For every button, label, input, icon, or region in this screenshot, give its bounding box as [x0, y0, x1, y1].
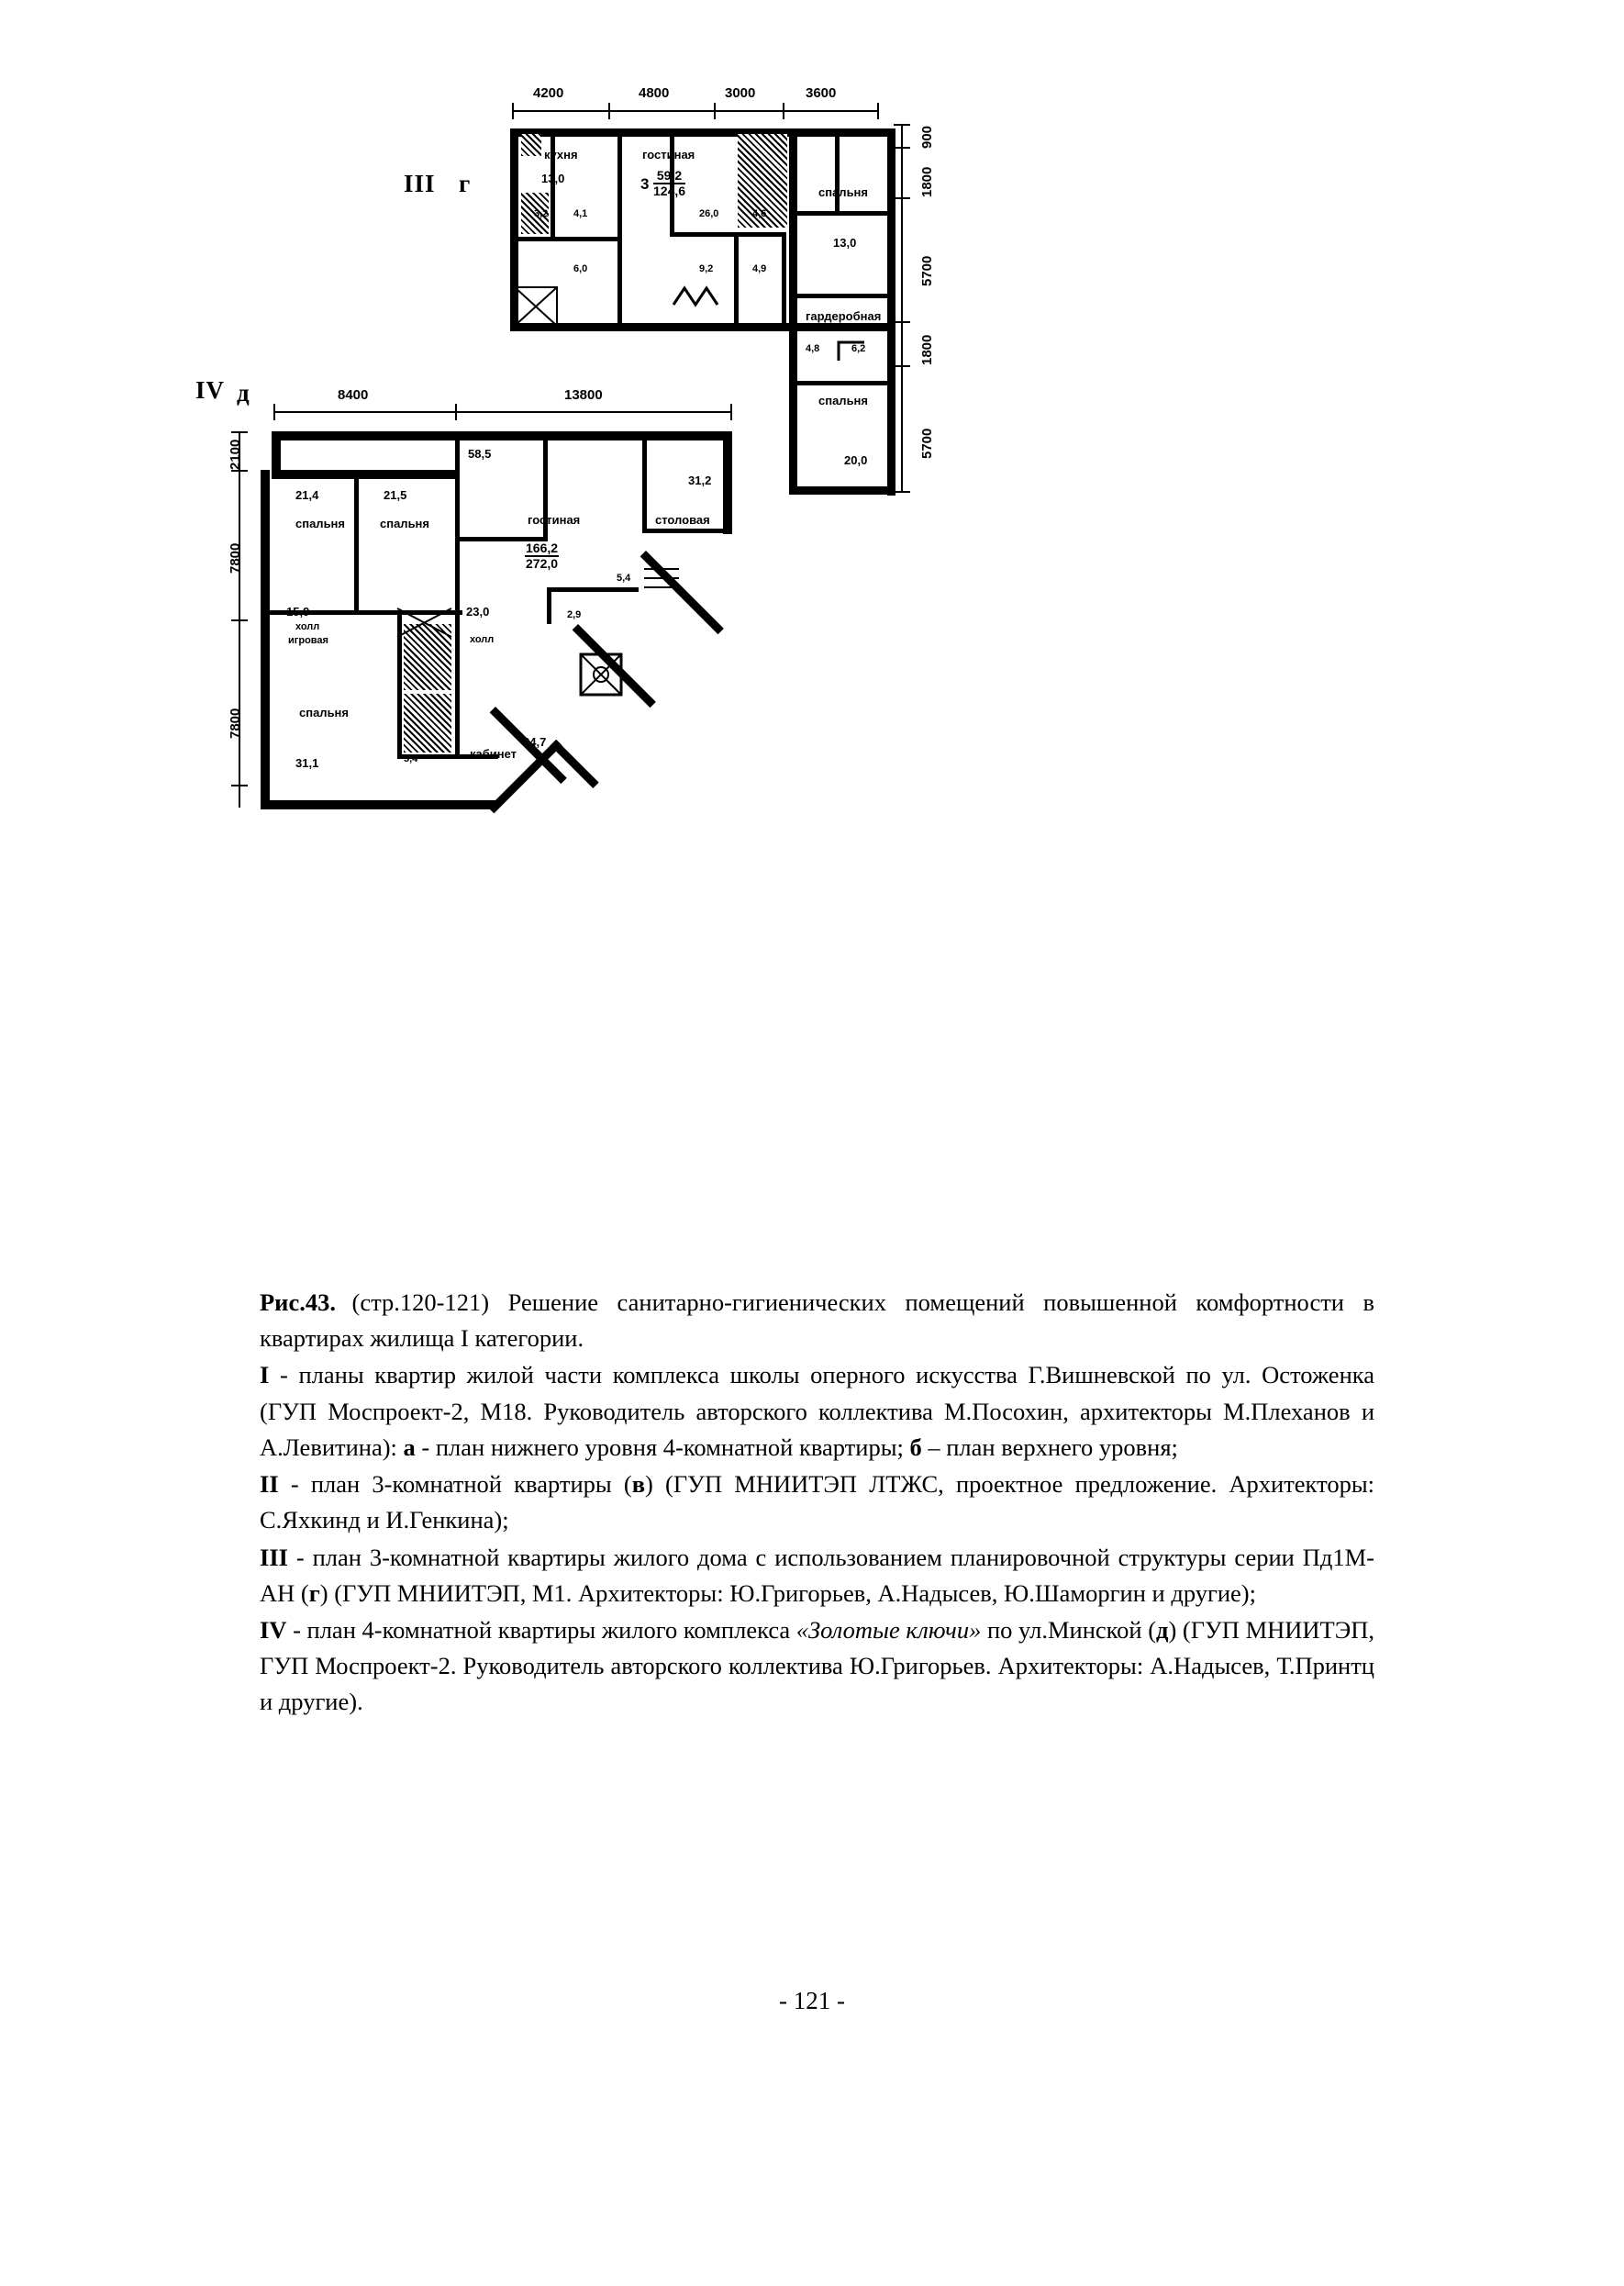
dim-top-1: 4200	[533, 85, 564, 101]
dim-right-1: 900	[919, 125, 935, 149]
total-area-iv	[525, 541, 559, 570]
room-label-bedroom-iv-2: спальня	[380, 517, 429, 530]
area-value: 5,4	[617, 573, 631, 584]
area-value-bedroom-iv-2: 21,5	[384, 488, 407, 502]
caption-item-ii	[260, 1466, 1374, 1538]
dim-tick	[273, 404, 275, 420]
window-mark	[569, 435, 613, 438]
dim-tick	[894, 197, 910, 199]
caption-line1-text: Решение санитарно-гигиенических помещений повышенной комфортности в квартирах жилища I категории.	[260, 1288, 1375, 1353]
caption-fig-label: Рис.43.	[260, 1288, 336, 1316]
area-value: 26,0	[699, 208, 719, 219]
dim-tick	[783, 103, 784, 119]
caption-item-iii-g: г	[308, 1578, 320, 1607]
caption-line-1	[260, 1285, 1374, 1356]
page-number: - 121 -	[779, 1987, 845, 2014]
dim-tick	[894, 321, 910, 323]
dim-top-2: 4800	[639, 85, 670, 101]
window-mark	[477, 435, 521, 438]
stair-symbol	[578, 652, 624, 697]
dim-tick	[714, 103, 716, 119]
area-value-hall-play-iv: 15,9	[286, 605, 310, 619]
wall	[455, 440, 460, 615]
dim-top-3: 3000	[725, 85, 756, 101]
dim-iv-left-2: 7800	[228, 542, 243, 574]
dim-line-right-iii	[901, 124, 903, 491]
total-area-living-iii: 59,2	[653, 169, 685, 184]
caption-item-iv-text: - план 4-комнатной квартиры жилого комплекса	[286, 1615, 796, 1644]
area-value-bedroom-iv-1: 21,4	[295, 488, 319, 502]
dim-tick	[231, 619, 248, 621]
window-mark	[264, 642, 267, 681]
dim-tick	[231, 785, 248, 786]
caption-item-iii-text: - план 3-комнатной квартиры жилого дома с использованием планировочной структуры серии Пд1М-АН (	[260, 1543, 1374, 1607]
window-mark	[404, 804, 448, 807]
dim-tick	[894, 147, 910, 149]
room-label-study-iv: кабинет	[470, 747, 517, 761]
dim-tick	[894, 491, 910, 493]
figure-43	[195, 73, 1468, 1257]
caption-item-i-b-text: – план верхнего уровня;	[921, 1433, 1178, 1461]
wall	[797, 294, 889, 298]
area-value: 6,0	[573, 263, 588, 274]
dim-top-4: 3600	[806, 85, 837, 101]
area-value: 2,9	[567, 609, 582, 620]
dim-tick	[877, 103, 879, 119]
wall	[547, 587, 639, 592]
tile-hatch	[404, 694, 451, 753]
caption-item-i-marker: I	[260, 1361, 270, 1389]
stair-symbol	[642, 560, 690, 602]
dim-tick	[730, 404, 732, 420]
wall	[455, 610, 460, 757]
plan-iii-letter: г	[459, 170, 472, 197]
wall	[272, 431, 281, 470]
wall	[510, 323, 895, 331]
caption-item-iv-d: д	[1156, 1615, 1169, 1644]
room-label-kitchen-iii: кухня	[544, 148, 578, 162]
caption-item-i-a-text: - план нижнего уровня 4-комнатной квартиры;	[415, 1433, 910, 1461]
wall	[547, 587, 551, 624]
dim-line-top-iv	[273, 411, 732, 413]
area-value: 4,1	[573, 208, 588, 219]
wall	[551, 130, 555, 240]
window-mark	[264, 514, 267, 552]
caption-item-i-a: а	[403, 1433, 416, 1461]
dim-tick	[231, 470, 248, 472]
room-label-hall-iv: холл	[470, 634, 495, 645]
total-area-overall-iii: 124,6	[653, 183, 686, 198]
caption-item-iii-marker: III	[260, 1543, 288, 1571]
room-label-bedroom-iii-2: спальня	[818, 394, 868, 407]
dim-right-4: 1800	[919, 334, 935, 365]
wall	[789, 323, 797, 494]
room-label-dining-iv: столовая	[655, 513, 710, 527]
area-value: 4,6	[752, 208, 767, 219]
area-value: 5,4	[404, 753, 418, 764]
wall	[835, 132, 840, 213]
dim-tick	[894, 124, 910, 126]
room-label-living-iv: гостиная	[528, 513, 581, 527]
total-prefix-iii: 3	[640, 175, 650, 193]
room-label-living-iii: гостиная	[642, 148, 695, 162]
wall	[887, 128, 895, 496]
room-label-hall-play-iv-2: игровая	[288, 635, 328, 646]
room-label-hall-play-iv: холл	[295, 621, 320, 632]
room-label-bedroom-iv-3: спальня	[299, 706, 349, 719]
caption-item-ii-text: - план 3-комнатной квартиры (	[278, 1470, 632, 1499]
wall	[354, 477, 359, 615]
window-mark	[303, 804, 347, 807]
stair-symbol	[396, 608, 453, 639]
area-value-living-iv: 58,5	[468, 447, 492, 461]
stair-symbol	[514, 286, 558, 327]
caption-item-ii-marker: II	[260, 1470, 279, 1499]
area-value-study-iv: 24,7	[523, 735, 547, 749]
window-mark	[376, 474, 415, 476]
caption-item-iv	[260, 1612, 1374, 1721]
area-value-dining-iv: 31,2	[688, 474, 712, 487]
window-mark	[303, 474, 341, 476]
total-area-iii	[653, 169, 685, 197]
wall	[551, 237, 622, 241]
wall	[642, 529, 727, 533]
caption-item-i-b: б	[909, 1433, 922, 1461]
room-area-kitchen-iii: 13,0	[541, 172, 565, 185]
plan-iv-marker: IV	[195, 376, 226, 404]
dim-tick	[608, 103, 610, 119]
dim-right-2: 1800	[919, 166, 935, 197]
caption-item-iv-text3: ) (ГУП МНИИТЭП, ГУП Моспроект-2. Руководитель авторского коллектива Ю.Григорьев. Архитекторы: А.Надысев, Т.Принтц и другие).	[260, 1615, 1374, 1716]
dim-tick	[894, 365, 910, 367]
caption-item-iv-italic: «Золотые ключи»	[795, 1615, 982, 1644]
wall	[789, 128, 797, 330]
caption-item-iii-text2: ) (ГУП МНИИТЭП, М1. Архитекторы: Ю.Григорьев, А.Надысев, Ю.Шаморгин и другие);	[319, 1578, 1256, 1607]
caption-item-i-text: - планы квартир жилой части комплекса школы оперного искусства Г.Вишневской по ул. Остоженка (ГУП Моспроект-2, М18. Руководитель авторского коллектива М.Посохин, архитекторы М.Плеханов и А.Левитина):	[260, 1361, 1374, 1461]
dim-tick	[231, 431, 248, 433]
wall	[617, 130, 622, 240]
room-label-bedroom-iii-1: спальня	[818, 185, 868, 199]
area-value-bedroom-iv-3: 31,1	[295, 756, 319, 770]
wall	[789, 486, 895, 495]
wall	[617, 237, 622, 329]
caption-item-iii	[260, 1540, 1374, 1611]
wall	[261, 800, 495, 809]
caption-item-ii-text2: ) (ГУП МНИИТЭП ЛТЖС, проектное предложение. Архитекторы: С.Яхкинд и И.Генкина);	[260, 1470, 1374, 1534]
wall	[782, 232, 786, 329]
area-value: 6,2	[851, 343, 866, 354]
plan-iii-marker: III	[404, 170, 436, 197]
area-value: 3,2	[534, 208, 549, 219]
area-value: 4,9	[752, 263, 767, 274]
dim-tick	[512, 103, 514, 119]
dim-right-3: 5700	[919, 255, 935, 286]
tile-hatch	[521, 134, 541, 156]
wall	[642, 440, 647, 532]
wall	[512, 237, 556, 241]
dim-tick	[455, 404, 457, 420]
caption-item-iv-text2: по ул.Минской (	[981, 1615, 1157, 1644]
door-symbol	[672, 277, 725, 310]
wall	[670, 232, 784, 237]
caption-item-i	[260, 1357, 1374, 1466]
figure-caption	[260, 1285, 1374, 1722]
wall	[734, 232, 739, 329]
dim-iv-left-3: 7800	[228, 708, 243, 739]
wall	[797, 381, 889, 385]
dim-iv-left-1: 2100	[228, 439, 243, 470]
dim-iv-top-2: 13800	[564, 387, 603, 403]
caption-item-iv-marker: IV	[260, 1615, 287, 1644]
wall	[272, 470, 455, 479]
door-symbol	[837, 335, 888, 364]
window-mark	[661, 435, 705, 438]
wall	[797, 211, 889, 216]
wall	[723, 431, 732, 534]
caption-item-ii-v: в	[631, 1470, 646, 1499]
total-area-overall-iv: 272,0	[526, 555, 559, 571]
room-area-bedroom-iii-1: 13,0	[833, 236, 857, 250]
room-area-bedroom-iii-2: 20,0	[844, 453, 868, 467]
area-value: 4,8	[806, 343, 820, 354]
room-label-bedroom-iv-1: спальня	[295, 517, 345, 530]
area-value: 9,2	[699, 263, 714, 274]
dim-iv-top-1: 8400	[338, 387, 369, 403]
area-value-hall-iv: 23,0	[466, 605, 490, 619]
caption-pages-ref: (стр.120-121)	[351, 1288, 490, 1316]
plan-iv-letter: д	[237, 379, 250, 407]
room-label-wardrobe-iii: гардеробная	[806, 309, 882, 323]
dim-line-top-iii	[512, 110, 879, 112]
total-area-living-iv: 166,2	[526, 541, 559, 555]
dim-right-5: 5700	[919, 428, 935, 459]
